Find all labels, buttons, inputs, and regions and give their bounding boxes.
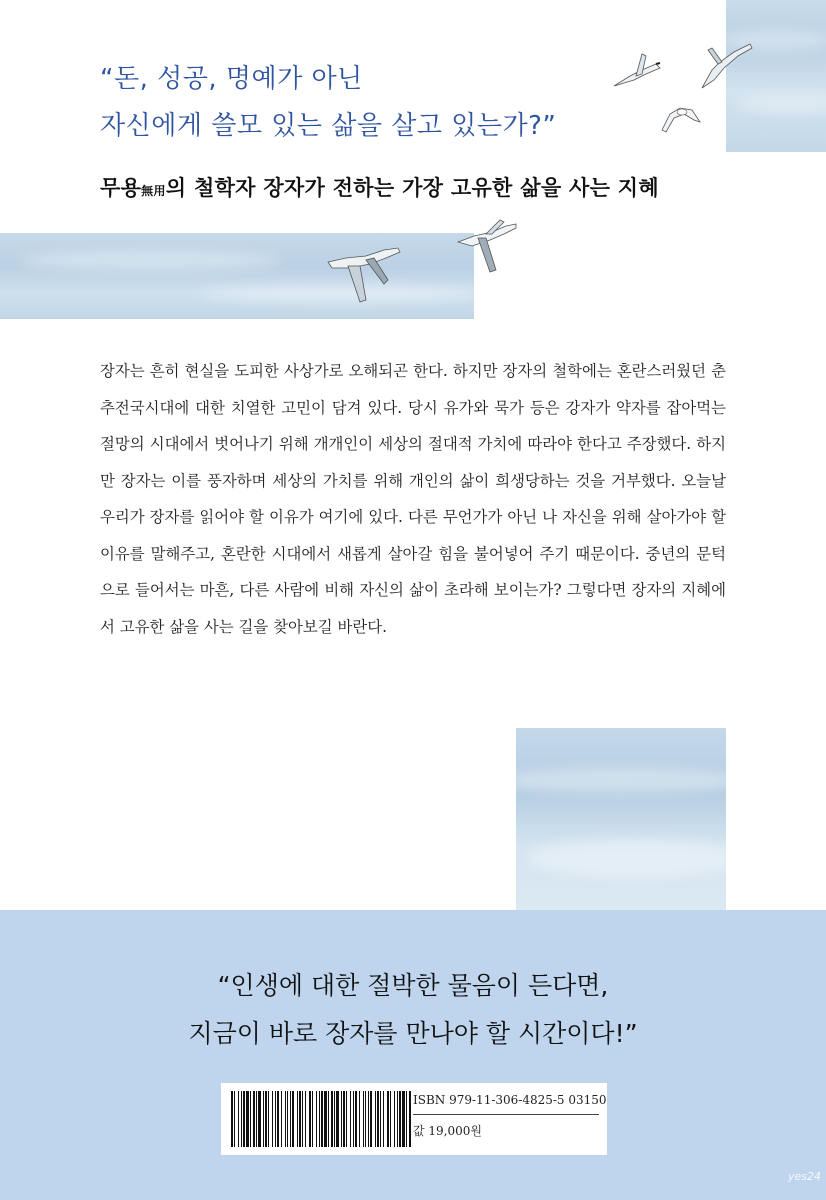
isbn-box — [221, 1083, 607, 1155]
subheading — [100, 172, 659, 202]
seagull-illustration — [612, 50, 662, 90]
footer-quote — [0, 962, 826, 1058]
isbn-divider — [413, 1114, 599, 1115]
watermark: yes24 — [788, 1170, 822, 1183]
sky-photo-middle — [0, 233, 474, 319]
headline-line-2: 자신에게 쓸모 있는 삶을 살고 있는가?” — [100, 111, 557, 141]
subheading-hanja: 無用 — [141, 184, 166, 198]
footer-quote-line-2: 지금이 바로 장자를 만나야 할 시간이다!” — [188, 1019, 638, 1048]
description-paragraph: 장자는 흔히 현실을 도피한 사상가로 오해되곤 한다. 하지만 장자의 철학에는 혼란스러웠던 춘추전국시대에 대한 치열한 고민이 담겨 있다. 당시 유가와 묵가 등은 강자가 약자를 잡아먹는 절망의 시대에서 벗어나기 위해 개개인이 세상의 절대적 가치에 따라야 한다고 주장했다. 하지만 장자는 이를 풍자하며 세상의 가치를 위해 개인의 삶이 희생당하는 것을 거부했다. 오늘날 우리가 장자를 읽어야 할 이유가 여기에 있다. 다른 무언가가 아닌 나 자신을 위해 살아가야 할 이유를 말해주고, 혼란한 시대에서 새롭게 살아갈 힘을 불어넣어 주기 때문이다. 중년의 문턱으로 들어서는 마흔, 다른 사람에 비해 자신의 삶이 초라해 보이는가? 그렇다면 장자의 지혜에서 고유한 삶을 사는 길을 찾아보길 바란다. — [100, 362, 726, 636]
seagull-illustration — [660, 100, 702, 136]
sky-photo-lower-right — [516, 728, 726, 910]
headline-quote — [100, 56, 556, 150]
subheading-word: 무용 — [100, 176, 142, 200]
headline-line-1: “돈, 성공, 명예가 아닌 — [100, 64, 363, 94]
isbn-number: ISBN 979-11-306-4825-5 03150 — [413, 1093, 607, 1107]
seagull-illustration — [456, 216, 518, 276]
footer-quote-line-1: “인생에 대한 절박한 물음이 든다면, — [217, 971, 609, 1000]
subheading-rest: 의 철학자 장자가 전하는 가장 고유한 삶을 사는 지혜 — [165, 176, 659, 200]
price: 값 19,000원 — [413, 1124, 482, 1138]
seagull-illustration — [326, 240, 402, 306]
barcode — [229, 1091, 413, 1147]
seagull-illustration — [698, 40, 754, 92]
